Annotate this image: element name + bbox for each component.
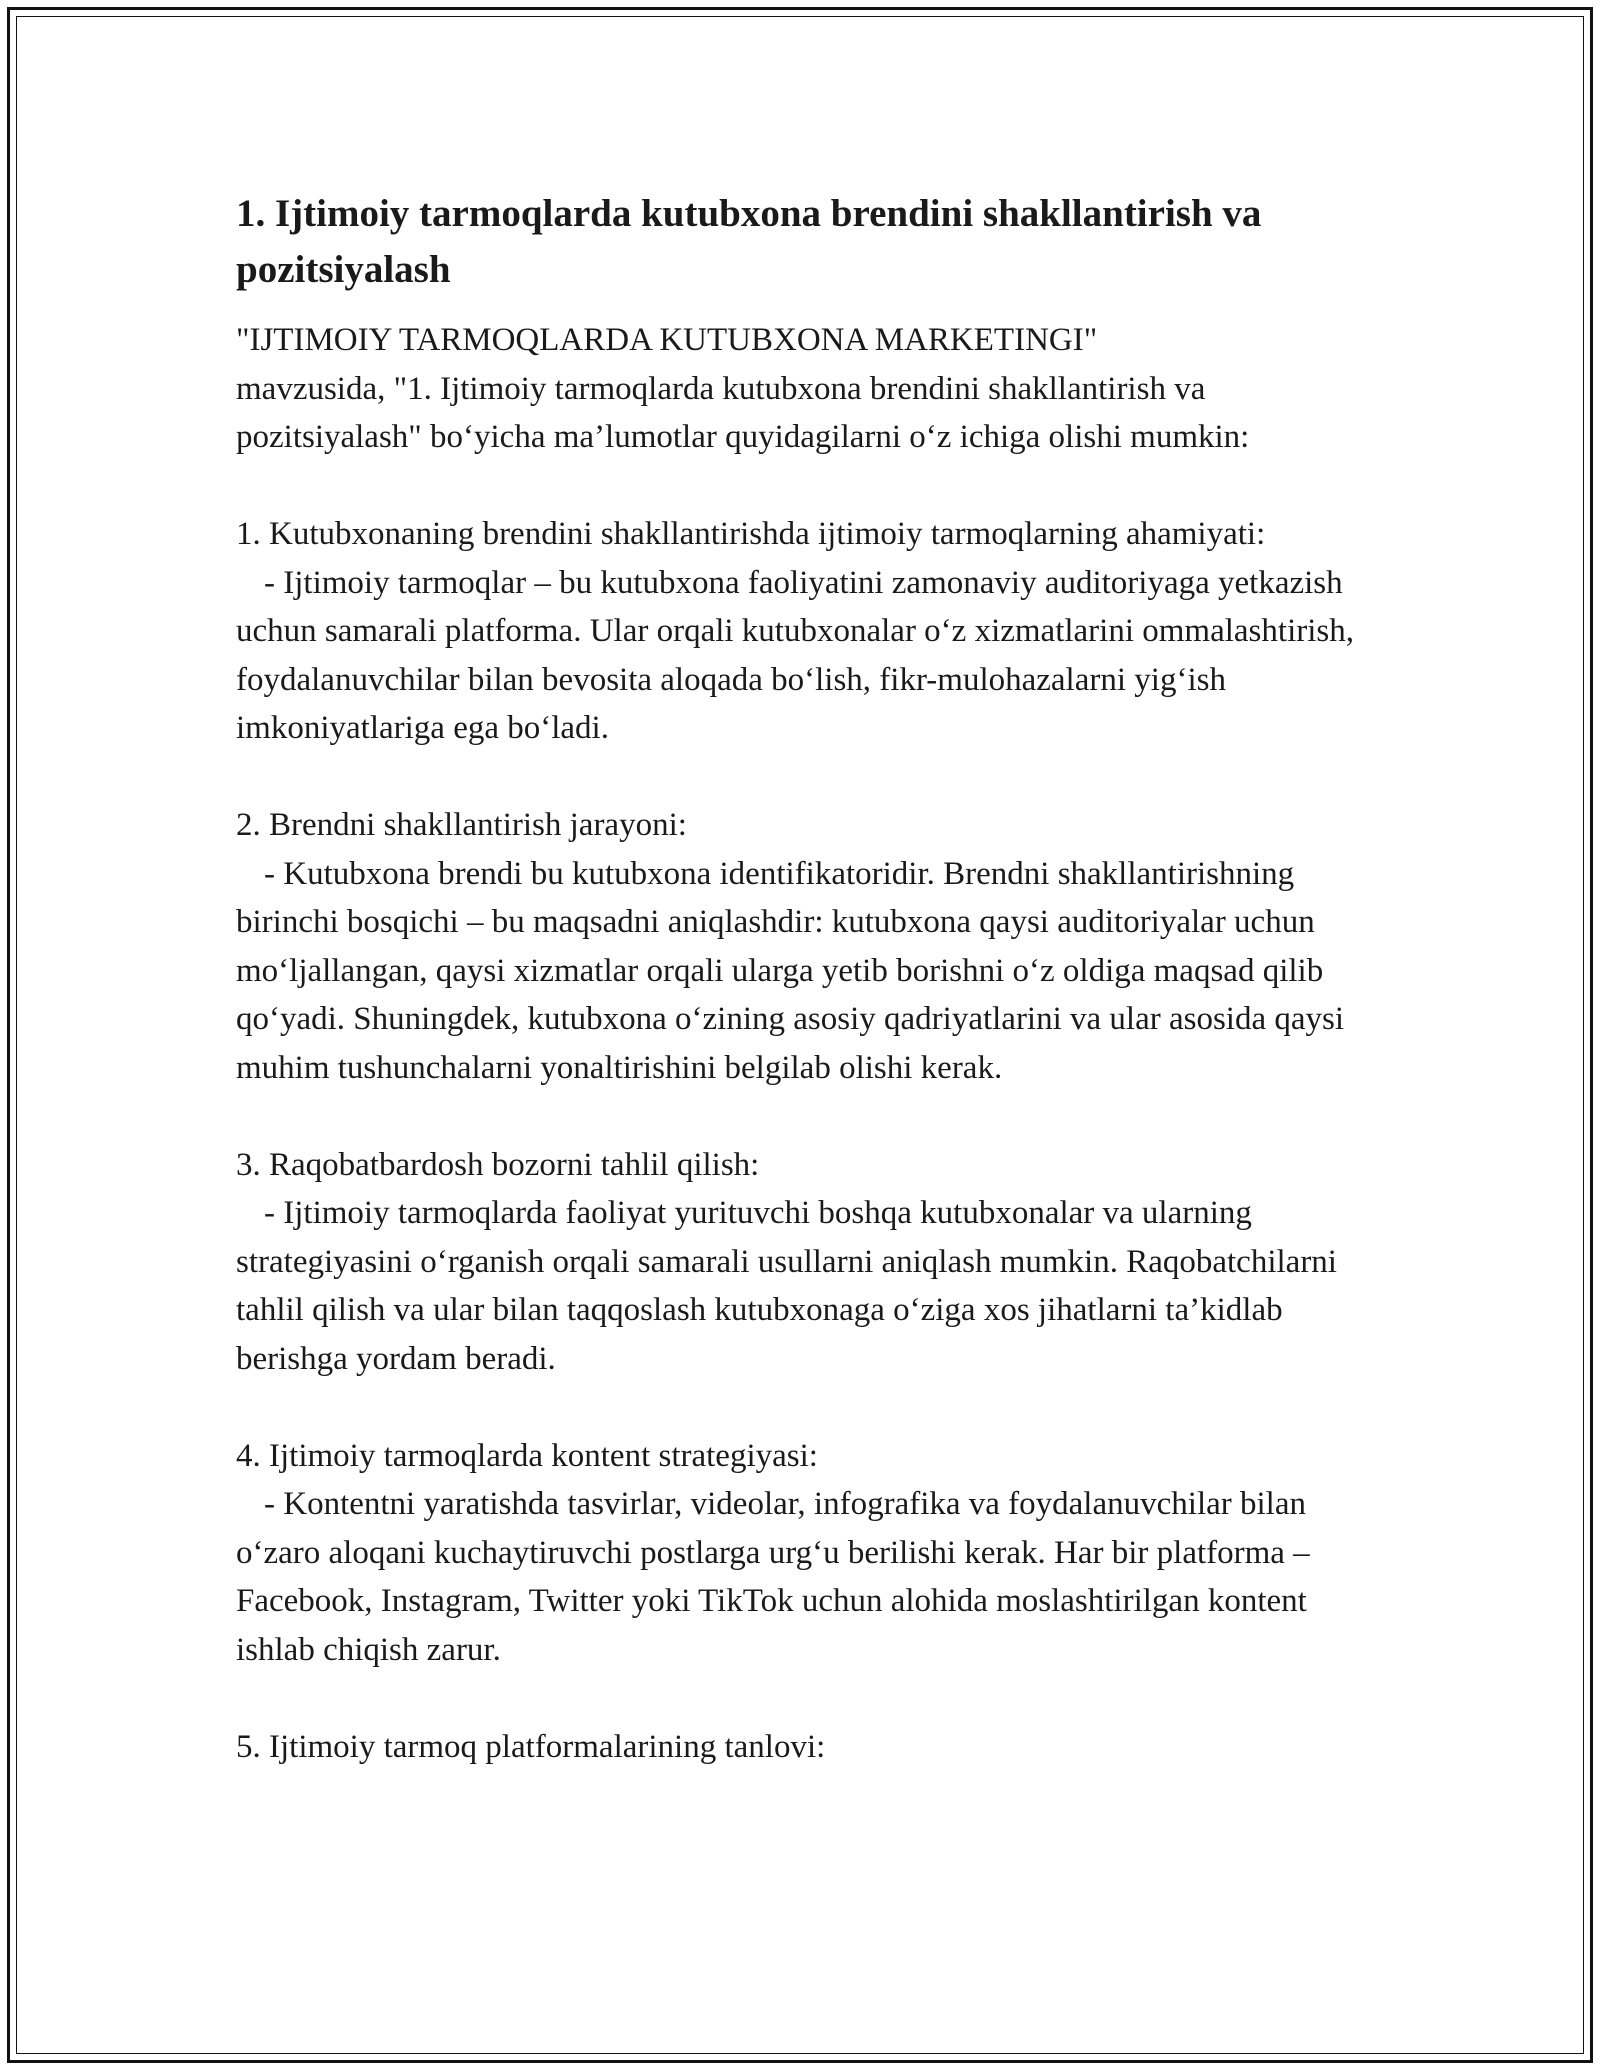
- section-2: [236, 801, 1376, 1092]
- document-title-line-2: pozitsiyalash: [236, 248, 451, 291]
- section-1: [236, 510, 1376, 753]
- section-5: [236, 1723, 1376, 1772]
- section-body: [236, 850, 1376, 1093]
- document-title-line-1: 1. Ijtimoiy tarmoqlarda kutubxona brendini shakllantirish va: [236, 192, 1262, 235]
- section-body-text: - Kutubxona brendi bu kutubxona identifikatoridir. Brendni shakllantirishning birinchi bosqichi – bu maqsadni aniqlashdir: kutubxona qaysi auditoriyalar uchun mo‘ljallangan, qaysi xizmatlar orqali ularga yetib borishni o‘z oldiga maqsad qilib qo‘yadi. Shuningdek, kutubxona o‘zining asosiy qadriyatlarini va ular asosida qaysi muhim tushunchalarni yonaltirishini belgilab olishi kerak.: [236, 855, 1345, 1086]
- section-body-text: - Ijtimoiy tarmoqlar – bu kutubxona faoliyatini zamonaviy auditoriyaga yetkazish uchun samarali platforma. Ular orqali kutubxonalar o‘z xizmatlarini ommalashtirish, foydalanuvchilar bilan bevosita aloqada bo‘lish, fikr-mulohazalarni yig‘ish imkoniyatlariga ega bo‘ladi.: [236, 564, 1354, 746]
- section-body-text: - Kontentni yaratishda tasvirlar, videolar, infografika va foydalanuvchilar bilan o‘zaro aloqani kuchaytiruvchi postlarga urg‘u berilishi kerak. Har bir platforma – Facebook, Instagram, Twitter yoki TikTok uchun alohida moslashtirilgan kontent ishlab chiqish zarur.: [236, 1486, 1310, 1668]
- intro-paragraph: [236, 316, 1376, 462]
- section-heading: 5. Ijtimoiy tarmoq platformalarining tanlovi:: [236, 1728, 826, 1765]
- section-4: [236, 1432, 1376, 1675]
- section-body: [236, 559, 1376, 753]
- section-body-text: - Ijtimoiy tarmoqlarda faoliyat yurituvchi boshqa kutubxonalar va ularning strategiyasini o‘rganish orqali samarali usullarni aniqlash mumkin. Raqobatchilarni tahlil qilish va ular bilan taqqoslash kutubxonaga o‘ziga xos jihatlarni ta’kidlab berishga yordam beradi.: [236, 1195, 1337, 1377]
- section-heading: 2. Brendni shakllantirish jarayoni:: [236, 807, 687, 843]
- section-heading: 1. Kutubxonaning brendini shakllantirishda ijtimoiy tarmoqlarning ahamiyati:: [236, 516, 1266, 552]
- section-body: [236, 1480, 1376, 1674]
- intro-line-2: mavzusida, "1. Ijtimoiy tarmoqlarda kutubxona brendini shakllantirish va: [236, 370, 1206, 407]
- section-heading: 3. Raqobatbardosh bozorni tahlil qilish:: [236, 1146, 760, 1183]
- section-body: [236, 1189, 1376, 1383]
- section-heading: 4. Ijtimoiy tarmoqlarda kontent strategiyasi:: [236, 1437, 818, 1474]
- document-title: [236, 186, 1376, 298]
- section-3: [236, 1141, 1376, 1384]
- intro-line-3: pozitsiyalash" bo‘yicha ma’lumotlar quyidagilarni o‘z ichiga olishi mumkin:: [236, 419, 1250, 455]
- document-content: [236, 186, 1376, 1771]
- intro-line-1: "IJTIMOIY TARMOQLARDA KUTUBXONA MARKETINGI": [236, 322, 1098, 358]
